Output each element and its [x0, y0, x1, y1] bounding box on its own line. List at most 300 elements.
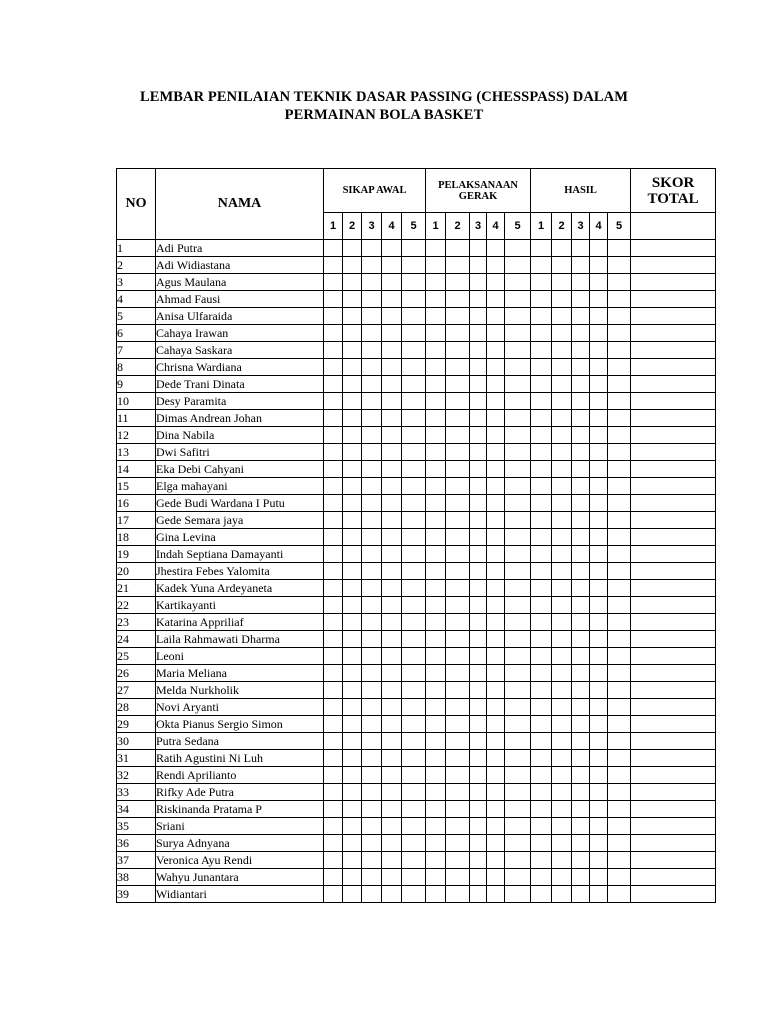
- score-cell[interactable]: [470, 835, 487, 852]
- score-cell[interactable]: [572, 750, 590, 767]
- score-cell[interactable]: [426, 342, 446, 359]
- score-cell[interactable]: [446, 767, 470, 784]
- score-cell[interactable]: [382, 529, 402, 546]
- score-cell[interactable]: [324, 427, 343, 444]
- score-cell[interactable]: [608, 631, 631, 648]
- score-cell[interactable]: [487, 733, 505, 750]
- score-cell[interactable]: [470, 478, 487, 495]
- score-cell[interactable]: [590, 342, 608, 359]
- score-cell[interactable]: [402, 461, 426, 478]
- score-cell[interactable]: [324, 852, 343, 869]
- score-cell[interactable]: [552, 767, 572, 784]
- score-cell[interactable]: [552, 869, 572, 886]
- score-cell[interactable]: [446, 546, 470, 563]
- score-cell[interactable]: [382, 291, 402, 308]
- score-cell[interactable]: [343, 886, 362, 903]
- total-score-cell[interactable]: [631, 444, 716, 461]
- total-score-cell[interactable]: [631, 750, 716, 767]
- score-cell[interactable]: [324, 767, 343, 784]
- score-cell[interactable]: [590, 869, 608, 886]
- score-cell[interactable]: [531, 478, 552, 495]
- score-cell[interactable]: [531, 512, 552, 529]
- score-cell[interactable]: [572, 240, 590, 257]
- total-score-cell[interactable]: [631, 716, 716, 733]
- score-cell[interactable]: [552, 257, 572, 274]
- score-cell[interactable]: [402, 784, 426, 801]
- score-cell[interactable]: [470, 325, 487, 342]
- total-score-cell[interactable]: [631, 512, 716, 529]
- score-cell[interactable]: [382, 869, 402, 886]
- score-cell[interactable]: [343, 665, 362, 682]
- score-cell[interactable]: [426, 682, 446, 699]
- score-cell[interactable]: [470, 682, 487, 699]
- score-cell[interactable]: [608, 886, 631, 903]
- score-cell[interactable]: [446, 393, 470, 410]
- score-cell[interactable]: [324, 393, 343, 410]
- score-cell[interactable]: [531, 563, 552, 580]
- score-cell[interactable]: [343, 852, 362, 869]
- score-cell[interactable]: [531, 495, 552, 512]
- score-cell[interactable]: [402, 257, 426, 274]
- score-cell[interactable]: [590, 410, 608, 427]
- score-cell[interactable]: [608, 750, 631, 767]
- score-cell[interactable]: [608, 342, 631, 359]
- score-cell[interactable]: [382, 444, 402, 461]
- score-cell[interactable]: [382, 648, 402, 665]
- score-cell[interactable]: [608, 240, 631, 257]
- score-cell[interactable]: [572, 393, 590, 410]
- score-cell[interactable]: [324, 614, 343, 631]
- score-cell[interactable]: [505, 274, 531, 291]
- score-cell[interactable]: [343, 393, 362, 410]
- score-cell[interactable]: [402, 682, 426, 699]
- score-cell[interactable]: [324, 580, 343, 597]
- score-cell[interactable]: [382, 478, 402, 495]
- score-cell[interactable]: [426, 325, 446, 342]
- score-cell[interactable]: [343, 308, 362, 325]
- score-cell[interactable]: [487, 563, 505, 580]
- score-cell[interactable]: [446, 750, 470, 767]
- score-cell[interactable]: [505, 393, 531, 410]
- score-cell[interactable]: [362, 444, 382, 461]
- score-cell[interactable]: [505, 580, 531, 597]
- score-cell[interactable]: [343, 682, 362, 699]
- score-cell[interactable]: [487, 342, 505, 359]
- score-cell[interactable]: [572, 597, 590, 614]
- score-cell[interactable]: [402, 546, 426, 563]
- score-cell[interactable]: [402, 665, 426, 682]
- score-cell[interactable]: [402, 801, 426, 818]
- score-cell[interactable]: [572, 546, 590, 563]
- score-cell[interactable]: [590, 512, 608, 529]
- score-cell[interactable]: [590, 257, 608, 274]
- score-cell[interactable]: [572, 410, 590, 427]
- score-cell[interactable]: [324, 818, 343, 835]
- score-cell[interactable]: [402, 427, 426, 444]
- score-cell[interactable]: [505, 308, 531, 325]
- score-cell[interactable]: [402, 529, 426, 546]
- score-cell[interactable]: [572, 461, 590, 478]
- score-cell[interactable]: [590, 308, 608, 325]
- total-score-cell[interactable]: [631, 359, 716, 376]
- score-cell[interactable]: [505, 784, 531, 801]
- score-cell[interactable]: [446, 376, 470, 393]
- score-cell[interactable]: [343, 461, 362, 478]
- score-cell[interactable]: [362, 495, 382, 512]
- total-score-cell[interactable]: [631, 410, 716, 427]
- score-cell[interactable]: [572, 478, 590, 495]
- score-cell[interactable]: [446, 818, 470, 835]
- score-cell[interactable]: [362, 682, 382, 699]
- score-cell[interactable]: [487, 682, 505, 699]
- score-cell[interactable]: [382, 257, 402, 274]
- score-cell[interactable]: [446, 614, 470, 631]
- score-cell[interactable]: [552, 631, 572, 648]
- score-cell[interactable]: [324, 325, 343, 342]
- score-cell[interactable]: [426, 750, 446, 767]
- score-cell[interactable]: [590, 529, 608, 546]
- score-cell[interactable]: [324, 869, 343, 886]
- total-score-cell[interactable]: [631, 257, 716, 274]
- score-cell[interactable]: [552, 597, 572, 614]
- score-cell[interactable]: [362, 886, 382, 903]
- score-cell[interactable]: [446, 597, 470, 614]
- score-cell[interactable]: [590, 478, 608, 495]
- score-cell[interactable]: [590, 240, 608, 257]
- score-cell[interactable]: [426, 512, 446, 529]
- total-score-cell[interactable]: [631, 580, 716, 597]
- score-cell[interactable]: [324, 716, 343, 733]
- score-cell[interactable]: [608, 410, 631, 427]
- score-cell[interactable]: [608, 682, 631, 699]
- score-cell[interactable]: [470, 665, 487, 682]
- score-cell[interactable]: [382, 733, 402, 750]
- score-cell[interactable]: [531, 852, 552, 869]
- score-cell[interactable]: [487, 308, 505, 325]
- score-cell[interactable]: [382, 750, 402, 767]
- score-cell[interactable]: [505, 529, 531, 546]
- score-cell[interactable]: [608, 767, 631, 784]
- score-cell[interactable]: [446, 308, 470, 325]
- total-score-cell[interactable]: [631, 733, 716, 750]
- score-cell[interactable]: [343, 767, 362, 784]
- score-cell[interactable]: [572, 733, 590, 750]
- score-cell[interactable]: [505, 648, 531, 665]
- score-cell[interactable]: [608, 308, 631, 325]
- score-cell[interactable]: [362, 699, 382, 716]
- score-cell[interactable]: [487, 835, 505, 852]
- score-cell[interactable]: [362, 767, 382, 784]
- score-cell[interactable]: [343, 869, 362, 886]
- score-cell[interactable]: [487, 767, 505, 784]
- score-cell[interactable]: [446, 359, 470, 376]
- score-cell[interactable]: [324, 478, 343, 495]
- score-cell[interactable]: [402, 359, 426, 376]
- score-cell[interactable]: [470, 376, 487, 393]
- score-cell[interactable]: [487, 648, 505, 665]
- score-cell[interactable]: [531, 274, 552, 291]
- score-cell[interactable]: [382, 546, 402, 563]
- score-cell[interactable]: [470, 291, 487, 308]
- score-cell[interactable]: [382, 784, 402, 801]
- score-cell[interactable]: [362, 291, 382, 308]
- score-cell[interactable]: [531, 750, 552, 767]
- score-cell[interactable]: [446, 461, 470, 478]
- score-cell[interactable]: [402, 631, 426, 648]
- score-cell[interactable]: [608, 580, 631, 597]
- score-cell[interactable]: [552, 461, 572, 478]
- score-cell[interactable]: [426, 767, 446, 784]
- score-cell[interactable]: [572, 784, 590, 801]
- total-score-cell[interactable]: [631, 631, 716, 648]
- score-cell[interactable]: [608, 257, 631, 274]
- score-cell[interactable]: [572, 274, 590, 291]
- score-cell[interactable]: [608, 818, 631, 835]
- score-cell[interactable]: [505, 410, 531, 427]
- score-cell[interactable]: [426, 869, 446, 886]
- score-cell[interactable]: [590, 852, 608, 869]
- score-cell[interactable]: [487, 665, 505, 682]
- score-cell[interactable]: [446, 291, 470, 308]
- score-cell[interactable]: [572, 359, 590, 376]
- score-cell[interactable]: [552, 495, 572, 512]
- score-cell[interactable]: [402, 512, 426, 529]
- score-cell[interactable]: [505, 597, 531, 614]
- score-cell[interactable]: [470, 750, 487, 767]
- score-cell[interactable]: [531, 597, 552, 614]
- score-cell[interactable]: [470, 886, 487, 903]
- score-cell[interactable]: [324, 495, 343, 512]
- score-cell[interactable]: [402, 869, 426, 886]
- score-cell[interactable]: [362, 852, 382, 869]
- score-cell[interactable]: [343, 750, 362, 767]
- score-cell[interactable]: [531, 257, 552, 274]
- score-cell[interactable]: [590, 359, 608, 376]
- score-cell[interactable]: [505, 767, 531, 784]
- score-cell[interactable]: [382, 427, 402, 444]
- score-cell[interactable]: [402, 291, 426, 308]
- score-cell[interactable]: [343, 546, 362, 563]
- score-cell[interactable]: [572, 308, 590, 325]
- score-cell[interactable]: [402, 342, 426, 359]
- score-cell[interactable]: [608, 546, 631, 563]
- score-cell[interactable]: [362, 427, 382, 444]
- score-cell[interactable]: [608, 852, 631, 869]
- score-cell[interactable]: [608, 563, 631, 580]
- score-cell[interactable]: [343, 240, 362, 257]
- total-score-cell[interactable]: [631, 274, 716, 291]
- score-cell[interactable]: [552, 325, 572, 342]
- score-cell[interactable]: [552, 240, 572, 257]
- score-cell[interactable]: [552, 733, 572, 750]
- score-cell[interactable]: [590, 818, 608, 835]
- score-cell[interactable]: [487, 750, 505, 767]
- score-cell[interactable]: [552, 784, 572, 801]
- score-cell[interactable]: [487, 444, 505, 461]
- total-score-cell[interactable]: [631, 529, 716, 546]
- score-cell[interactable]: [426, 631, 446, 648]
- total-score-cell[interactable]: [631, 767, 716, 784]
- score-cell[interactable]: [608, 325, 631, 342]
- score-cell[interactable]: [531, 818, 552, 835]
- score-cell[interactable]: [324, 291, 343, 308]
- score-cell[interactable]: [446, 852, 470, 869]
- score-cell[interactable]: [572, 512, 590, 529]
- score-cell[interactable]: [531, 614, 552, 631]
- score-cell[interactable]: [608, 376, 631, 393]
- score-cell[interactable]: [426, 784, 446, 801]
- score-cell[interactable]: [552, 427, 572, 444]
- score-cell[interactable]: [362, 801, 382, 818]
- score-cell[interactable]: [572, 869, 590, 886]
- score-cell[interactable]: [470, 733, 487, 750]
- score-cell[interactable]: [446, 886, 470, 903]
- score-cell[interactable]: [470, 546, 487, 563]
- score-cell[interactable]: [590, 580, 608, 597]
- score-cell[interactable]: [382, 342, 402, 359]
- total-score-cell[interactable]: [631, 291, 716, 308]
- score-cell[interactable]: [446, 427, 470, 444]
- score-cell[interactable]: [402, 580, 426, 597]
- score-cell[interactable]: [590, 291, 608, 308]
- score-cell[interactable]: [402, 716, 426, 733]
- score-cell[interactable]: [343, 478, 362, 495]
- score-cell[interactable]: [552, 614, 572, 631]
- score-cell[interactable]: [487, 631, 505, 648]
- score-cell[interactable]: [324, 444, 343, 461]
- score-cell[interactable]: [531, 359, 552, 376]
- score-cell[interactable]: [362, 410, 382, 427]
- score-cell[interactable]: [487, 393, 505, 410]
- score-cell[interactable]: [343, 801, 362, 818]
- score-cell[interactable]: [470, 308, 487, 325]
- score-cell[interactable]: [608, 359, 631, 376]
- score-cell[interactable]: [470, 427, 487, 444]
- total-score-cell[interactable]: [631, 784, 716, 801]
- score-cell[interactable]: [531, 835, 552, 852]
- score-cell[interactable]: [426, 274, 446, 291]
- score-cell[interactable]: [470, 274, 487, 291]
- score-cell[interactable]: [382, 359, 402, 376]
- score-cell[interactable]: [572, 563, 590, 580]
- score-cell[interactable]: [426, 665, 446, 682]
- score-cell[interactable]: [552, 393, 572, 410]
- score-cell[interactable]: [608, 291, 631, 308]
- score-cell[interactable]: [470, 852, 487, 869]
- score-cell[interactable]: [505, 614, 531, 631]
- score-cell[interactable]: [470, 342, 487, 359]
- score-cell[interactable]: [608, 784, 631, 801]
- score-cell[interactable]: [590, 495, 608, 512]
- score-cell[interactable]: [572, 529, 590, 546]
- score-cell[interactable]: [446, 869, 470, 886]
- score-cell[interactable]: [608, 665, 631, 682]
- score-cell[interactable]: [446, 699, 470, 716]
- score-cell[interactable]: [362, 665, 382, 682]
- score-cell[interactable]: [382, 665, 402, 682]
- score-cell[interactable]: [402, 699, 426, 716]
- score-cell[interactable]: [362, 614, 382, 631]
- score-cell[interactable]: [608, 835, 631, 852]
- score-cell[interactable]: [552, 682, 572, 699]
- score-cell[interactable]: [382, 886, 402, 903]
- score-cell[interactable]: [590, 665, 608, 682]
- score-cell[interactable]: [572, 580, 590, 597]
- score-cell[interactable]: [505, 682, 531, 699]
- score-cell[interactable]: [552, 699, 572, 716]
- score-cell[interactable]: [382, 308, 402, 325]
- score-cell[interactable]: [608, 512, 631, 529]
- score-cell[interactable]: [487, 869, 505, 886]
- score-cell[interactable]: [446, 716, 470, 733]
- score-cell[interactable]: [426, 852, 446, 869]
- score-cell[interactable]: [446, 410, 470, 427]
- score-cell[interactable]: [402, 733, 426, 750]
- score-cell[interactable]: [487, 359, 505, 376]
- score-cell[interactable]: [552, 376, 572, 393]
- score-cell[interactable]: [324, 342, 343, 359]
- score-cell[interactable]: [402, 478, 426, 495]
- score-cell[interactable]: [382, 818, 402, 835]
- score-cell[interactable]: [402, 614, 426, 631]
- score-cell[interactable]: [402, 376, 426, 393]
- score-cell[interactable]: [531, 886, 552, 903]
- score-cell[interactable]: [362, 818, 382, 835]
- score-cell[interactable]: [324, 240, 343, 257]
- score-cell[interactable]: [402, 410, 426, 427]
- score-cell[interactable]: [487, 699, 505, 716]
- total-score-cell[interactable]: [631, 835, 716, 852]
- score-cell[interactable]: [505, 869, 531, 886]
- score-cell[interactable]: [505, 750, 531, 767]
- score-cell[interactable]: [446, 801, 470, 818]
- score-cell[interactable]: [382, 563, 402, 580]
- score-cell[interactable]: [590, 614, 608, 631]
- score-cell[interactable]: [343, 716, 362, 733]
- score-cell[interactable]: [572, 767, 590, 784]
- score-cell[interactable]: [608, 614, 631, 631]
- score-cell[interactable]: [382, 512, 402, 529]
- score-cell[interactable]: [531, 308, 552, 325]
- score-cell[interactable]: [572, 699, 590, 716]
- total-score-cell[interactable]: [631, 308, 716, 325]
- score-cell[interactable]: [446, 495, 470, 512]
- total-score-cell[interactable]: [631, 240, 716, 257]
- score-cell[interactable]: [402, 274, 426, 291]
- total-score-cell[interactable]: [631, 801, 716, 818]
- score-cell[interactable]: [426, 427, 446, 444]
- score-cell[interactable]: [590, 563, 608, 580]
- score-cell[interactable]: [487, 716, 505, 733]
- score-cell[interactable]: [426, 699, 446, 716]
- score-cell[interactable]: [446, 648, 470, 665]
- score-cell[interactable]: [590, 682, 608, 699]
- score-cell[interactable]: [362, 359, 382, 376]
- score-cell[interactable]: [487, 818, 505, 835]
- score-cell[interactable]: [426, 410, 446, 427]
- score-cell[interactable]: [608, 427, 631, 444]
- score-cell[interactable]: [552, 716, 572, 733]
- score-cell[interactable]: [470, 784, 487, 801]
- score-cell[interactable]: [531, 325, 552, 342]
- score-cell[interactable]: [362, 750, 382, 767]
- score-cell[interactable]: [446, 240, 470, 257]
- score-cell[interactable]: [487, 240, 505, 257]
- score-cell[interactable]: [505, 631, 531, 648]
- score-cell[interactable]: [608, 648, 631, 665]
- score-cell[interactable]: [426, 716, 446, 733]
- score-cell[interactable]: [343, 359, 362, 376]
